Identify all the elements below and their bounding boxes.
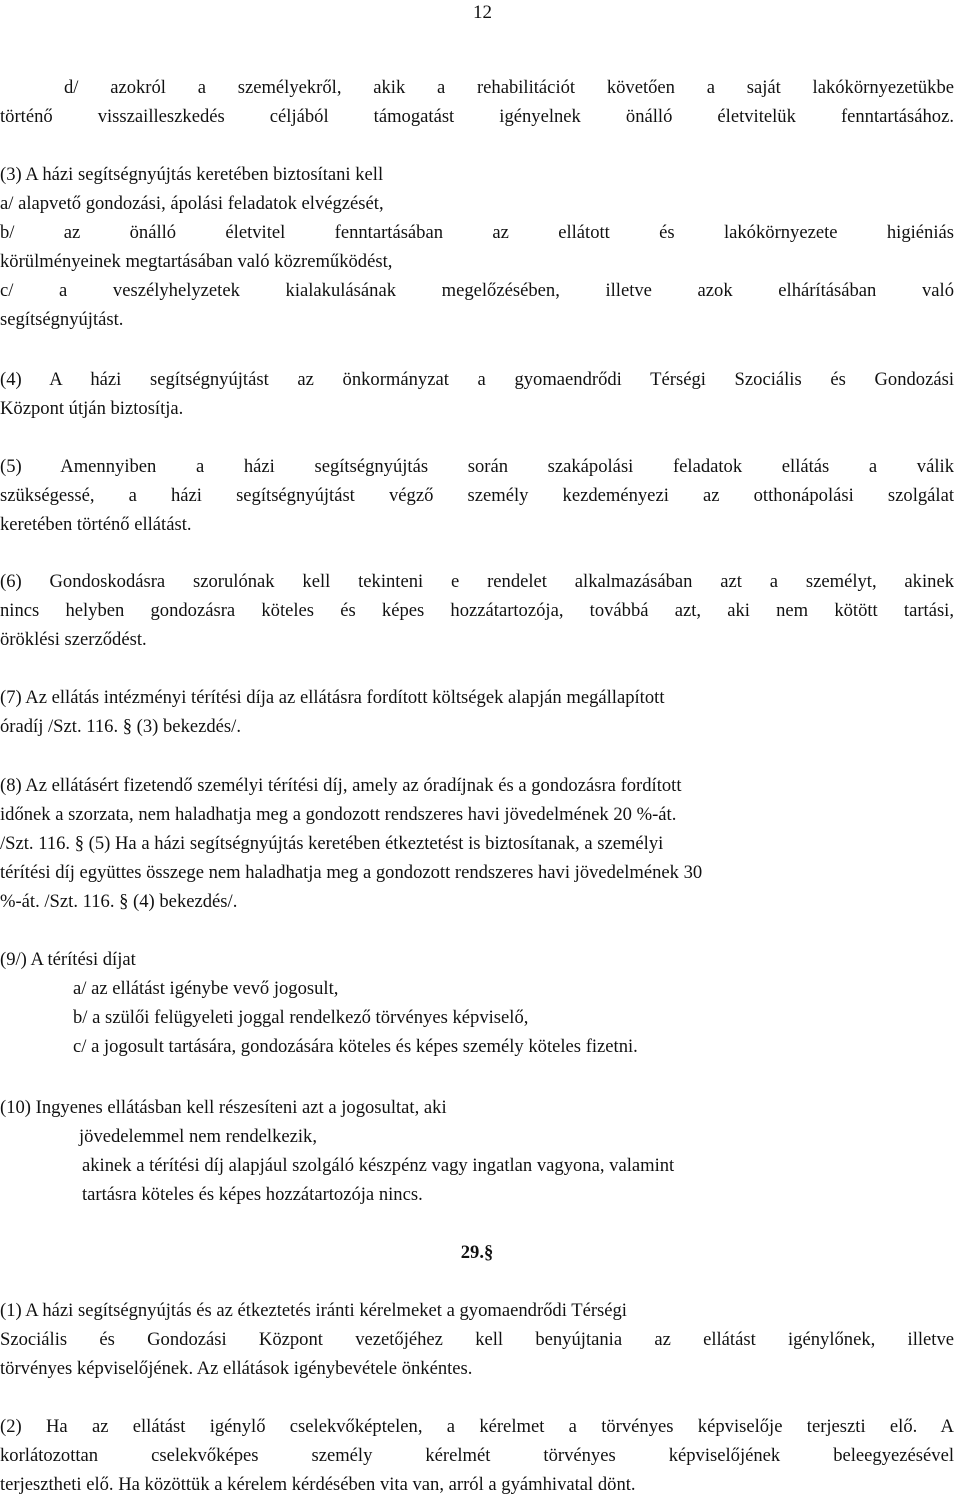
section-29-paragraph-1 xyxy=(0,1296,954,1383)
text-line: b/ a szülői felügyeleti joggal rendelkező törvényes képviselő, xyxy=(73,1007,529,1028)
text-line: (2) Ha az ellátást igénylő cselekvőképtelen, a kérelmet a törvényes képviselője terjeszti elő. A xyxy=(0,1416,954,1437)
text-line: (4) A házi segítségnyújtást az önkormányzat a gyomaendrődi Térségi Szociális és Gondozási xyxy=(0,369,954,390)
text-line: d/ azokról a személyekről, akik a rehabilitációt követően a saját lakókörnyezetükbe xyxy=(64,77,954,98)
paragraph-8 xyxy=(0,771,954,916)
paragraph-3 xyxy=(0,160,954,334)
text-line: (10) Ingyenes ellátásban kell részesíteni azt a jogosultat, aki xyxy=(0,1097,447,1118)
text-line: (8) Az ellátásért fizetendő személyi térítési díj, amely az óradíjnak és a gondozásra fordított xyxy=(0,775,682,796)
paragraph-7 xyxy=(0,683,954,741)
text-line: (3) A házi segítségnyújtás keretében biztosítani kell xyxy=(0,164,384,185)
text-line: óradíj /Szt. 116. § (3) bekezdés/. xyxy=(0,716,241,737)
text-line: szükségessé, a házi segítségnyújtást végző személy kezdeményezi az otthonápolási szolgálat xyxy=(0,485,954,506)
text-line: akinek a térítési díj alapjául szolgáló készpénz vagy ingatlan vagyona, valamint xyxy=(82,1155,675,1176)
text-line: korlátozottan cselekvőképes személy kérelmét törvényes képviselőjének beleegyezésével xyxy=(0,1445,954,1466)
text-line: keretében történő ellátást. xyxy=(0,514,192,535)
text-line: a/ az ellátást igénybe vevő jogosult, xyxy=(73,978,339,999)
paragraph-item-d xyxy=(0,73,954,131)
text-line: a/ alapvető gondozási, ápolási feladatok elvégzését, xyxy=(0,193,384,214)
text-line: (6) Gondoskodásra szorulónak kell tekinteni e rendelet alkalmazásában azt a személyt, akinek xyxy=(0,571,954,592)
text-line: körülményeinek megtartásában való közreműködést, xyxy=(0,251,393,272)
section-29-paragraph-2 xyxy=(0,1412,954,1499)
text-line: történő visszailleszkedés céljából támogatást igényelnek önálló életvitelük fenntartásához. xyxy=(0,106,954,127)
paragraph-10 xyxy=(0,1093,954,1209)
text-line: nincs helyben gondozásra köteles és képes hozzátartozója, továbbá azt, aki nem kötött tartási, xyxy=(0,600,954,621)
section-heading: 29.§ xyxy=(460,1242,494,1263)
text-line: segítségnyújtást. xyxy=(0,309,124,330)
text-line: (5) Amennyiben a házi segítségnyújtás során szakápolási feladatok ellátás a válik xyxy=(0,456,954,477)
text-line: Központ útján biztosítja. xyxy=(0,398,184,419)
text-line: b/ az önálló életvitel fenntartásában az ellátott és lakókörnyezete higiéniás xyxy=(0,222,954,243)
text-line: törvényes képviselőjének. Az ellátások igénybevétele önkéntes. xyxy=(0,1358,473,1379)
text-line: Szociális és Gondozási Központ vezetőjéhez kell benyújtania az ellátást igénylőnek, illetve xyxy=(0,1329,954,1350)
text-line: c/ a jogosult tartására, gondozására köteles és képes személy köteles fizetni. xyxy=(73,1036,638,1057)
text-line: /Szt. 116. § (5) Ha a házi segítségnyújtás keretében étkeztetést is biztosítanak, a személyi xyxy=(0,833,664,854)
text-line: tartásra köteles és képes hozzátartozója nincs. xyxy=(82,1184,423,1205)
text-line: (7) Az ellátás intézményi térítési díja az ellátásra fordított költségek alapján megállapított xyxy=(0,687,665,708)
text-line: %-át. /Szt. 116. § (4) bekezdés/. xyxy=(0,891,238,912)
text-line: (9/) A térítési díjat xyxy=(0,949,136,970)
text-line: öröklési szerződést. xyxy=(0,629,147,650)
text-line: időnek a szorzata, nem haladhatja meg a gondozott rendszeres havi jövedelmének 20 %-át. xyxy=(0,804,677,825)
text-line: jövedelemmel nem rendelkezik, xyxy=(79,1126,318,1147)
text-line: térítési díj együttes összege nem haladhatja meg a gondozott rendszeres havi jövedelmének 30 xyxy=(0,862,703,883)
page-number: 12 xyxy=(473,2,492,23)
text-line: c/ a veszélyhelyzetek kialakulásának megelőzésében, illetve azok elhárításában való xyxy=(0,280,954,301)
text-line: terjesztheti elő. Ha közöttük a kérelem kérdésében vita van, arról a gyámhivatal dönt. xyxy=(0,1474,636,1495)
paragraph-4 xyxy=(0,365,954,423)
paragraph-9 xyxy=(0,945,954,1061)
text-line: (1) A házi segítségnyújtás és az étkeztetés iránti kérelmeket a gyomaendrődi Térségi xyxy=(0,1300,627,1321)
paragraph-5 xyxy=(0,452,954,539)
paragraph-6 xyxy=(0,567,954,654)
